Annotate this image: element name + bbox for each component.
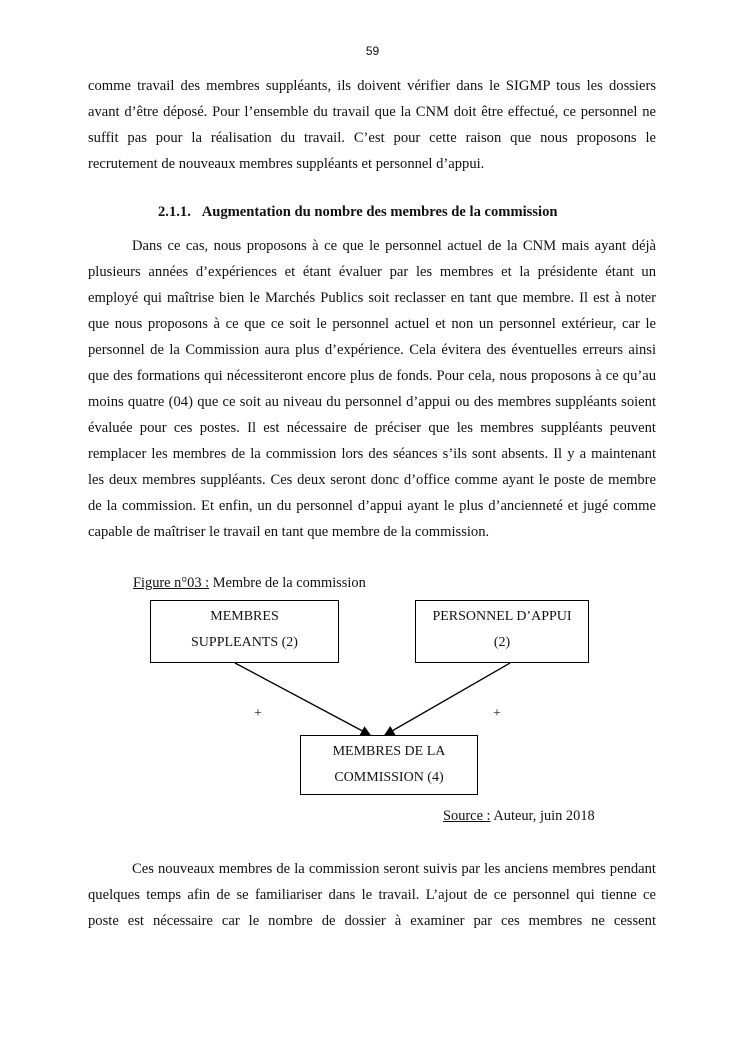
box-text: COMMISSION (4) [334,770,444,785]
text-line: employé qui maîtrise bien le Marchés Publics soit reclasser en tant que membre. Il est à noter [88,290,656,306]
text-line: poste est nécessaire car le nombre de dossier à examiner par ces membres ne cessent [88,913,656,929]
text-line: Dans ce cas, nous proposons à ce que le personnel actuel de la CNM mais ayant déjà [132,238,656,254]
figure-label: Figure n°03 : [133,575,210,591]
text-line: les deux membres suppléants. Ces deux seront donc d’office comme ayant le poste de membre [88,472,656,488]
text-line: de la commission. Et enfin, un du personnel d’appui ayant le plus d’ancienneté et jugé comme [88,498,656,514]
text-line: quelques temps afin de se familiariser dans le travail. L’ajout de ce personnel qui tienne ce [88,887,656,903]
arrow-right [385,663,510,735]
paragraph-3 [88,856,656,934]
figure-title: Membre de la commission [209,575,366,591]
text-line: moins quatre (04) que ce soit au niveau du personnel d’appui ou des membres suppléants soient [88,394,656,410]
section-number: 2.1.1. [158,204,191,220]
text-line: avant d’être déposé. Pour l’ensemble du travail que la CNM doit être effectué, ce personnel ne [88,104,656,120]
box-text: (2) [493,635,511,650]
box-text: MEMBRES [210,609,279,624]
section-title: Augmentation du nombre des membres de la commission [201,204,558,220]
box-text: MEMBRES DE LA [332,744,446,759]
source-text: Auteur, juin 2018 [490,808,595,824]
text-line: suffit pas pour la réalisation du travail. C’est pour cette raison que nous proposons le [88,130,656,146]
box-membres-commission [300,735,478,795]
box-text: SUPPLEANTS (2) [191,635,298,650]
text-line: évaluée pour ces postes. Il est nécessaire de préciser que les membres suppléants peuvent [88,420,656,436]
page-number: 59 [365,44,380,58]
text-line: plusieurs années d’expériences et étant évaluer par les membres et la présidente étant un [88,264,656,280]
figure-source [443,808,595,825]
text-line: comme travail des membres suppléants, ils doivent vérifier dans le SIGMP tous les dossiers [88,78,656,94]
plus-sign-right: + [493,706,501,721]
plus-sign-left: + [254,706,262,721]
text-line: que nous proposons à ce que ce soit le personnel actuel et non un personnel extérieur, car le [88,316,656,332]
arrow-left [235,663,370,735]
box-personnel-appui [415,600,589,663]
text-line: que des formations qui nécessiteront encore plus de fonds. Pour cela, nous proposons à ce qu’au [88,368,656,384]
box-text: PERSONNEL D’APPUI [432,609,572,624]
text-line: remplacer les membres de la commission lors des séances s’ils sont absents. Il y a maintenant [88,446,656,462]
text-line: Ces nouveaux membres de la commission seront suivis par les anciens membres pendant [132,861,656,877]
text-line: personnel de la Commission aura plus d’expérience. Cela évitera des éventuelles erreurs ainsi [88,342,656,358]
text-line: recrutement de nouveaux membres suppléants et personnel d’appui. [88,156,485,172]
box-membres-suppleants [150,600,339,663]
text-line: capable de maîtriser le travail en tant que membre de la commission. [88,524,490,540]
source-label: Source : [443,808,491,824]
